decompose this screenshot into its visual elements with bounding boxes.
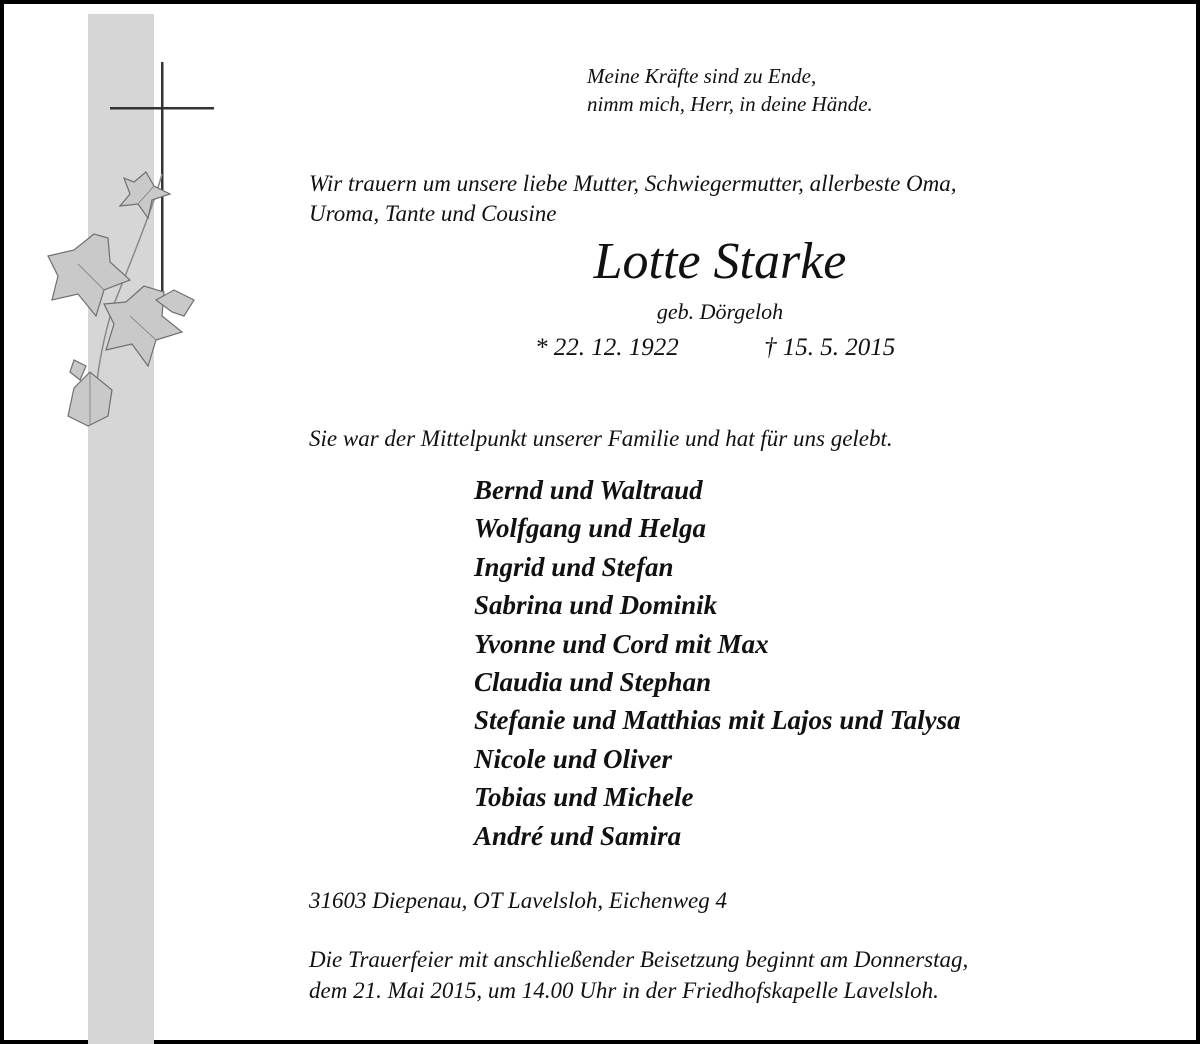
family-member: Claudia und Stephan xyxy=(474,667,712,698)
family-member: Nicole und Oliver xyxy=(474,743,672,774)
ceremony-line-2: dem 21. Mai 2015, um 14.00 Uhr in der Friedhofskapelle Lavelsloh. xyxy=(309,978,939,1003)
family-member: André und Samira xyxy=(474,820,682,851)
motto-line-1: Meine Kräfte sind zu Ende, xyxy=(587,64,817,88)
ceremony-notice xyxy=(309,944,968,1006)
maiden-name: geb. Dörgeloh xyxy=(656,299,784,324)
mourning-intro xyxy=(309,169,957,229)
intro-line-1: Wir trauern um unsere liebe Mutter, Schwiegermutter, allerbeste Oma, xyxy=(309,171,957,196)
family-member: Yvonne und Cord mit Max xyxy=(474,628,769,659)
address: 31603 Diepenau, OT Lavelsloh, Eichenweg 4 xyxy=(309,888,727,913)
family-list xyxy=(474,471,961,855)
family-member: Wolfgang und Helga xyxy=(474,513,707,544)
family-member: Stefanie und Matthias mit Lajos und Talysa xyxy=(474,705,961,736)
family-member: Bernd und Waltraud xyxy=(474,475,703,505)
family-member: Sabrina und Dominik xyxy=(474,590,718,621)
motto-verse xyxy=(587,62,873,118)
deceased-name: Lotte Starke xyxy=(593,233,847,290)
birth-date: * 22. 12. 1922 xyxy=(535,334,679,361)
intro-line-2: Uroma, Tante und Cousine xyxy=(309,201,557,226)
ceremony-line-1: Die Trauerfeier mit anschließender Beisetzung beginnt am Donnerstag, xyxy=(309,947,969,972)
family-member: Ingrid und Stefan xyxy=(474,551,674,582)
death-date: † 15. 5. 2015 xyxy=(764,334,896,361)
tagline: Sie war der Mittelpunkt unserer Familie und hat für uns gelebt. xyxy=(309,426,893,451)
family-member: Tobias und Michele xyxy=(474,782,694,813)
motto-line-2: nimm mich, Herr, in deine Hände. xyxy=(587,92,873,116)
